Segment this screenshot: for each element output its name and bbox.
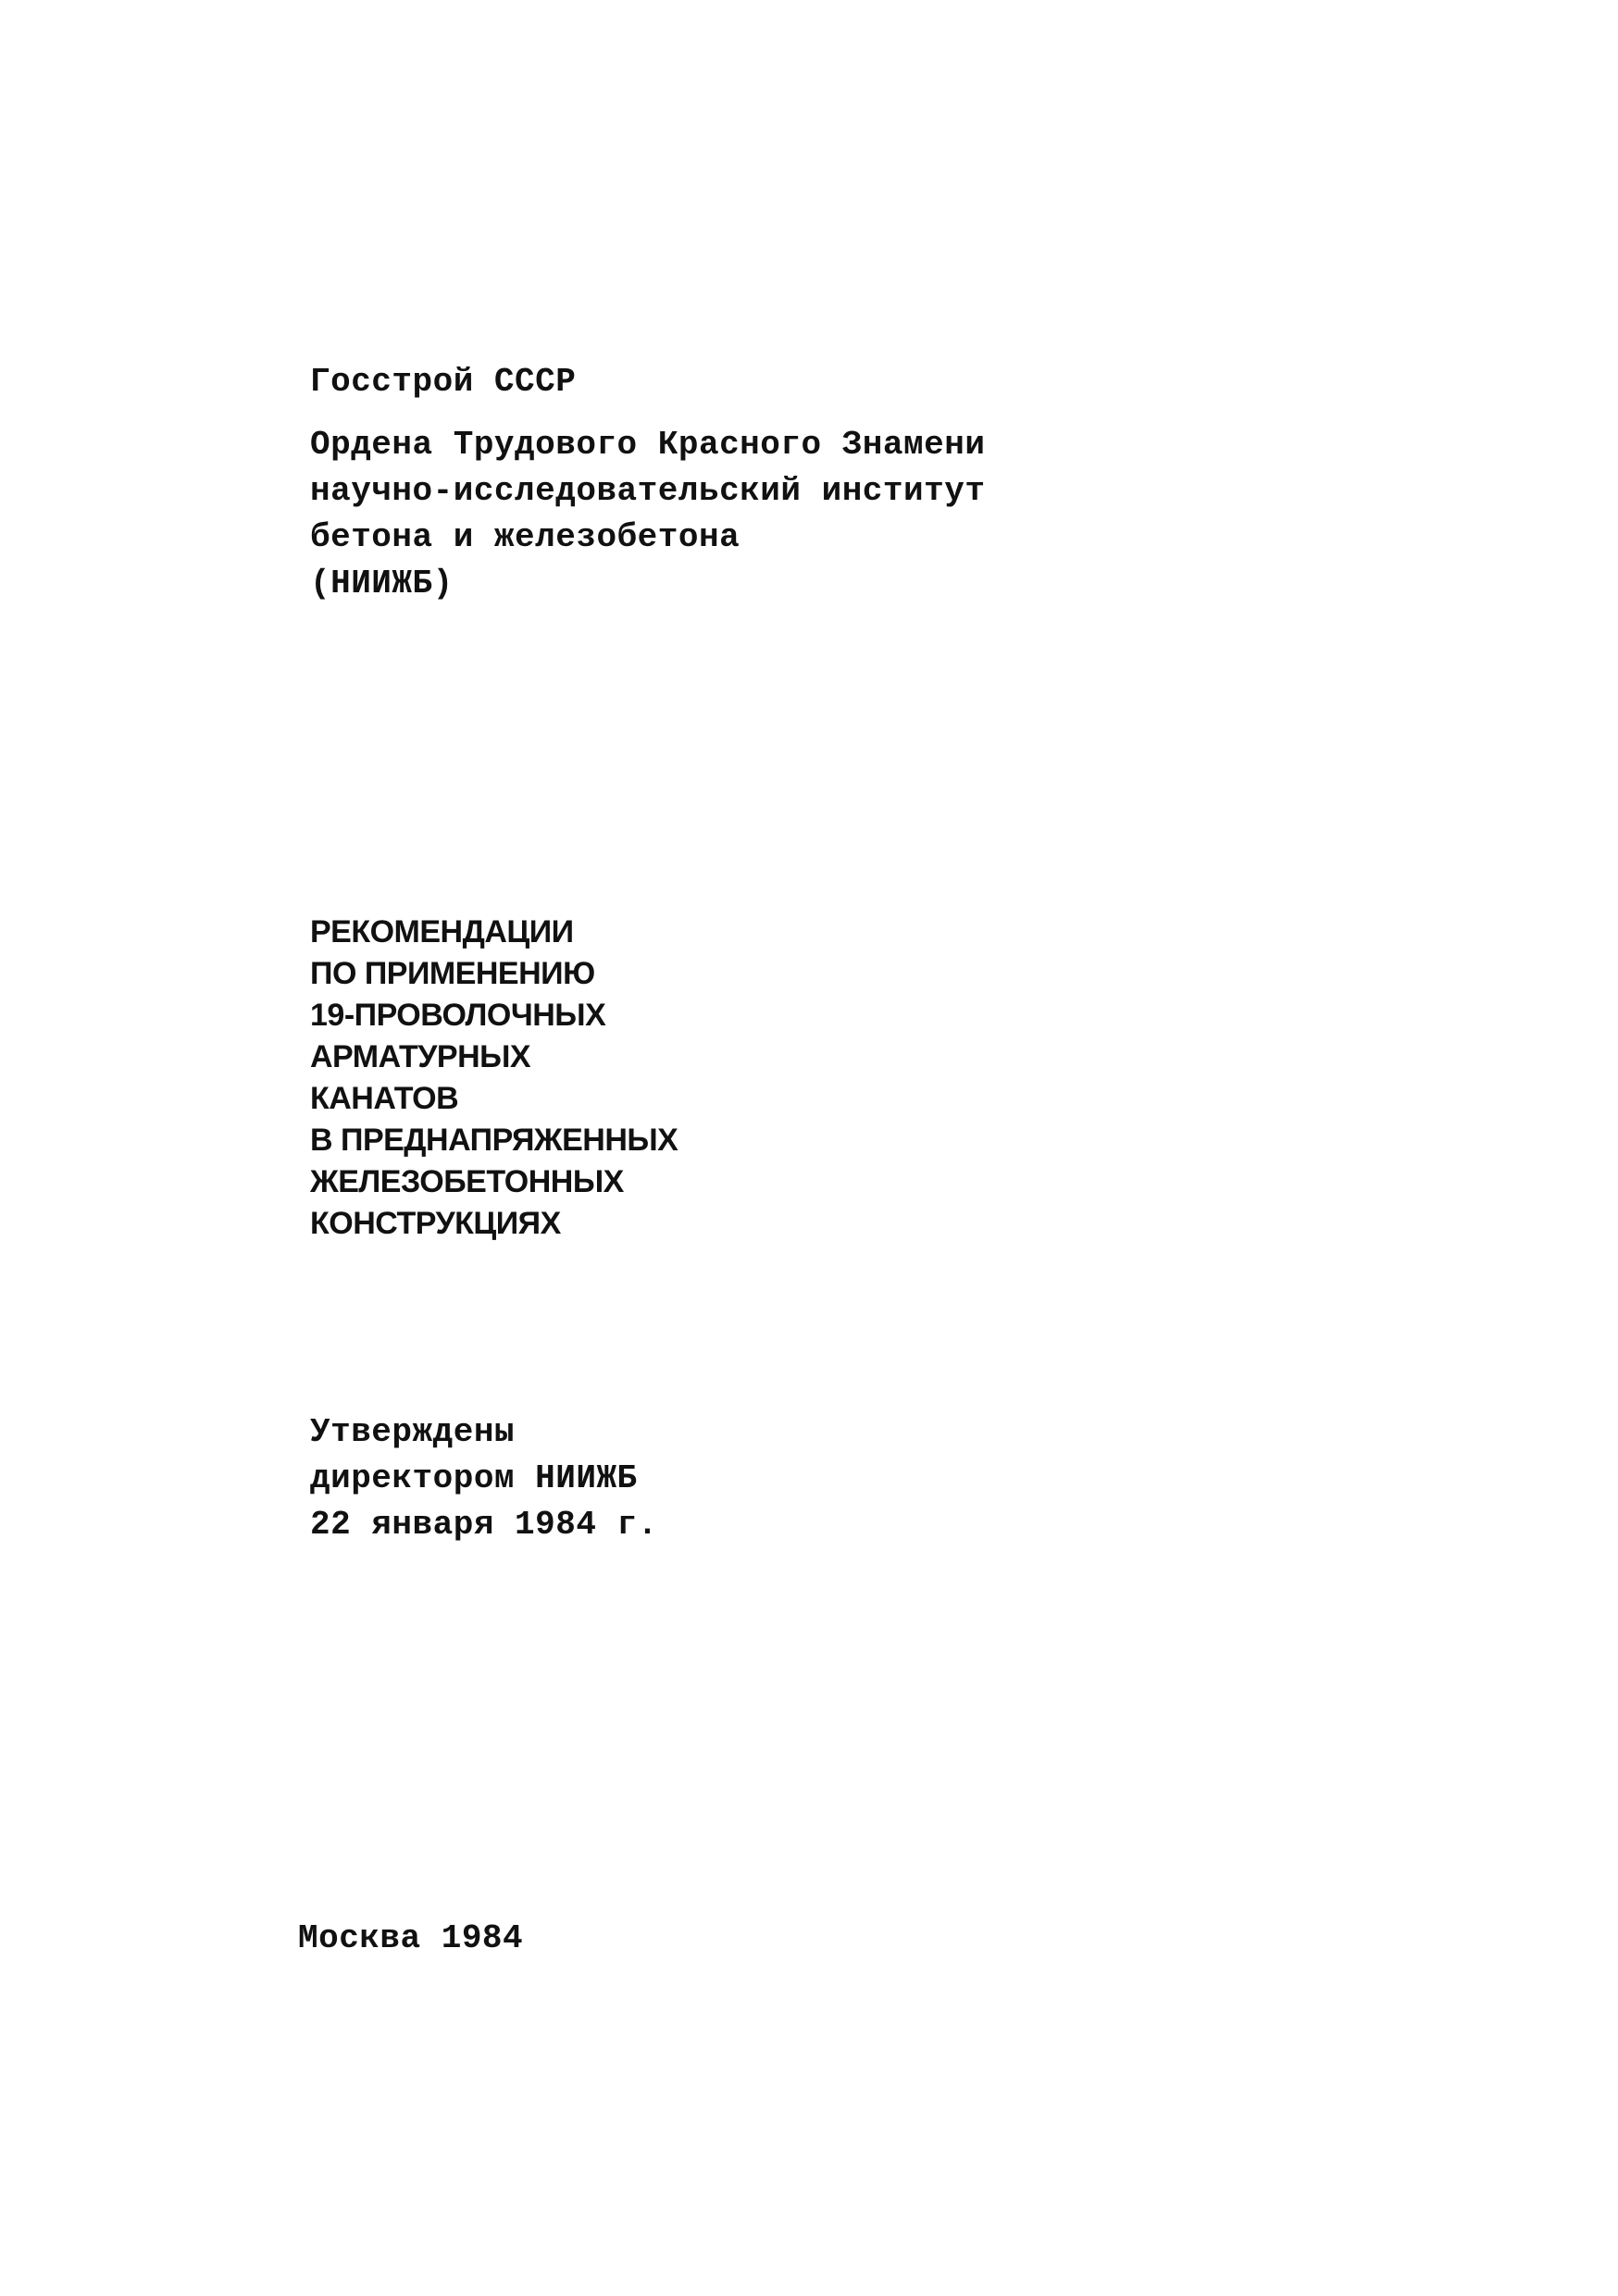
- title-line-8: КОНСТРУКЦИЯХ: [310, 1206, 561, 1241]
- institute-line-3: бетона и железобетона: [310, 518, 741, 556]
- approval-block: [310, 1409, 658, 1548]
- approval-line-2: директором НИИЖБ: [310, 1459, 638, 1497]
- approval-line-1: Утверждены: [310, 1413, 516, 1451]
- title-line-2: ПО ПРИМЕНЕНИЮ: [310, 956, 595, 991]
- approval-date: 22 января 1984 г.: [310, 1506, 658, 1544]
- institute-line-2: научно-исследовательский институт: [310, 472, 986, 510]
- document-title: [310, 912, 678, 1245]
- title-line-7: ЖЕЛЕЗОБЕТОННЫХ: [310, 1164, 624, 1199]
- institute-line-1: Ордена Трудового Красного Знамени: [310, 426, 986, 464]
- institute-abbreviation: (НИИЖБ): [310, 565, 454, 602]
- city-year-text: Москва 1984: [298, 1919, 524, 1957]
- title-line-4: АРМАТУРНЫХ: [310, 1039, 531, 1074]
- publication-place-year: [298, 1916, 523, 1962]
- title-line-1: РЕКОМЕНДАЦИИ: [310, 914, 574, 949]
- title-line-5: КАНАТОВ: [310, 1081, 459, 1116]
- agency-name: Госстрой СССР: [310, 363, 577, 401]
- title-line-3: 19-ПРОВОЛОЧНЫХ: [310, 998, 606, 1033]
- organization-block: [310, 359, 985, 607]
- title-line-6: В ПРЕДНАПРЯЖЕННЫХ: [310, 1123, 678, 1158]
